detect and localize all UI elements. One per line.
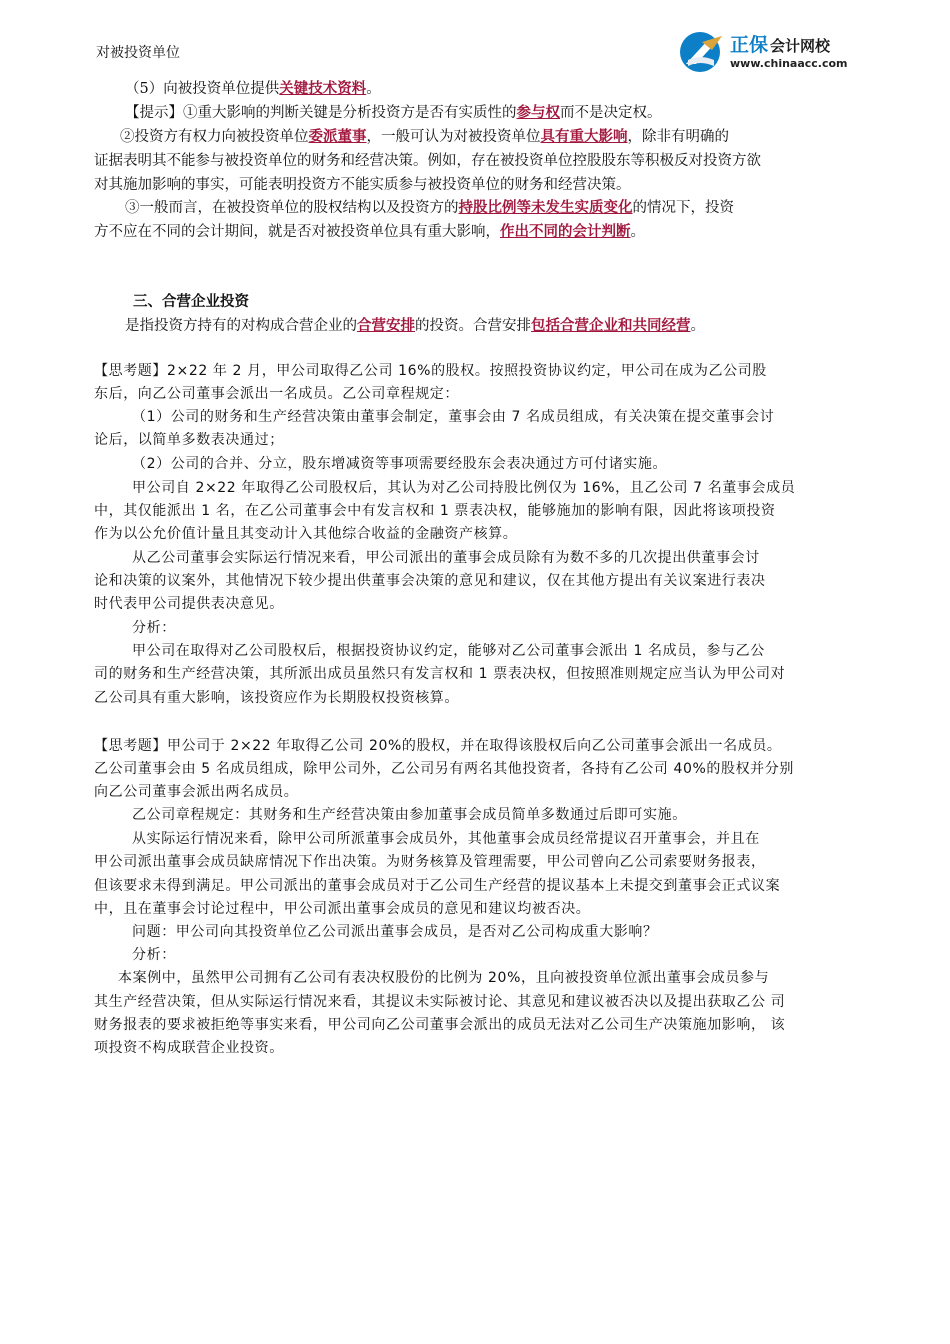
case2-line: 乙公司章程规定：其财务和生产经营决策由参加董事会成员简单多数通过后即可实施。	[132, 807, 687, 823]
logo-mark-icon	[678, 30, 726, 74]
case1-line: （2）公司的合并、分立，股东增减资等事项需要经股东会表决通过方可付诸实施。	[132, 456, 668, 472]
case1-line: 东后，向乙公司董事会派出一名成员。乙公司章程规定：	[94, 386, 459, 402]
case1-line: 甲公司自 2×22 年取得乙公司股权后，其认为对乙公司持股比例仅为 16%，且乙公司 7 名董事会成员	[132, 480, 796, 496]
case2-line: 财务报表的要求被拒绝等事实来看，甲公司向乙公司董事会派出的成员无法对乙公司生产决策施加影响， 该	[94, 1017, 786, 1033]
case2-line: 分析：	[132, 947, 176, 963]
case1-line: 论和决策的议案外，其他情况下较少提出供董事会决策的意见和建议，仅在其他方提出有关议案进行表决	[94, 573, 766, 589]
tip-2-line-3: 对其施加影响的事实，可能表明投资方不能实质参与被投资单位的财务和经营决策。	[94, 177, 631, 193]
case2-line: 甲公司派出董事会成员缺席情况下作出决策。为财务核算及管理需要，甲公司曾向乙公司索要财务报表，	[94, 854, 766, 870]
logo-name: 正保 会计网校	[730, 34, 831, 56]
section-3-definition: 是指投资方持有的对构成合营企业的合营安排的投资。合营安排包括合营企业和共同经营。	[125, 317, 705, 334]
case1-line: 乙公司具有重大影响，该投资应作为长期股权投资核算。	[94, 690, 459, 706]
tip-1: 【提示】①重大影响的判断关键是分析投资方是否有实质性的参与权而不是决定权。	[125, 104, 662, 121]
case1-line: （1）公司的财务和生产经营决策由董事会制定，董事会由 7 名成员组成，有关决策在提交董事会讨	[132, 409, 775, 425]
case1-line: 中，其仅能派出 1 名，在乙公司董事会中有发言权和 1 票表决权，能够施加的影响有限，因此将该项投资	[94, 503, 776, 519]
brand-logo	[678, 28, 878, 78]
case2-line: 【思考题】甲公司于 2×22 年取得乙公司 20%的股权，并在取得该股权后向乙公司董事会派出一名成员。	[94, 738, 782, 754]
item-5: （5）向被投资单位提供关键技术资料。	[125, 80, 381, 97]
case2-line: 乙公司董事会由 5 名成员组成，除甲公司外，乙公司另有两名其他投资者，各持有乙公司 40%的股权并分别	[94, 761, 794, 777]
case2-line: 向乙公司董事会派出两名成员。	[94, 784, 299, 800]
case2-line: 中，且在董事会讨论过程中，甲公司派出董事会成员的意见和建议均被否决。	[94, 901, 591, 917]
case1-line: 【思考题】2×22 年 2 月，甲公司取得乙公司 16%的股权。按照投资协议约定，甲公司在成为乙公司股	[94, 363, 767, 379]
case1-line: 论后，以简单多数表决通过；	[94, 432, 284, 448]
logo-url: www.chinaacc.com	[730, 57, 848, 70]
clipped-line-fragment: 对被投资单位	[96, 45, 180, 61]
case2-line: 但该要求未得到满足。甲公司派出的董事会成员对于乙公司生产经营的提议基本上未提交到董事会正式议案	[94, 878, 781, 894]
case1-line: 分析：	[132, 620, 176, 636]
tip-2-line-2: 证据表明其不能参与被投资单位的财务和经营决策。例如，存在被投资单位控股股东等积极反对投资方欲	[94, 153, 761, 169]
case1-line: 作为以公允价值计量且其变动计入其他综合收益的金融资产核算。	[94, 526, 518, 542]
case2-line: 其生产经营决策，但从实际运行情况来看，其提议未实际被讨论、其意见和建议被否决以及提出获取乙公 司	[94, 994, 786, 1010]
case1-line: 从乙公司董事会实际运行情况来看，甲公司派出的董事会成员除有为数不多的几次提出供董事会讨	[132, 550, 760, 566]
case1-line: 甲公司在取得对乙公司股权后，根据投资协议约定，能够对乙公司董事会派出 1 名成员，参与乙公	[132, 643, 765, 659]
case2-line: 问题：甲公司向其投资单位乙公司派出董事会成员，是否对乙公司构成重大影响？	[132, 924, 658, 940]
tip-3-line-1: ③一般而言，在被投资单位的股权结构以及投资方的持股比例等未发生实质变化的情况下，投资	[125, 199, 734, 216]
tip-3-line-2: 方不应在不同的会计期间，就是否对被投资单位具有重大影响，作出不同的会计判断。	[94, 223, 645, 240]
section-3-title: 三、合营企业投资	[133, 294, 249, 310]
case2-line: 从实际运行情况来看，除甲公司所派董事会成员外，其他董事会成员经常提议召开董事会，并且在	[132, 831, 760, 847]
case1-line: 时代表甲公司提供表决意见。	[94, 596, 284, 612]
case2-line: 本案例中，虽然甲公司拥有乙公司有表决权股份的比例为 20%，且向被投资单位派出董事会成员参与	[118, 970, 770, 986]
tip-2-line-1: ②投资方有权力向被投资单位委派董事，一般可认为对被投资单位具有重大影响，除非有明确的	[120, 128, 729, 145]
case1-line: 司的财务和生产经营决策，其所派出成员虽然只有发言权和 1 票表决权，但按照准则规定应当认为甲公司对	[94, 666, 786, 682]
case2-line: 项投资不构成联营企业投资。	[94, 1040, 284, 1056]
